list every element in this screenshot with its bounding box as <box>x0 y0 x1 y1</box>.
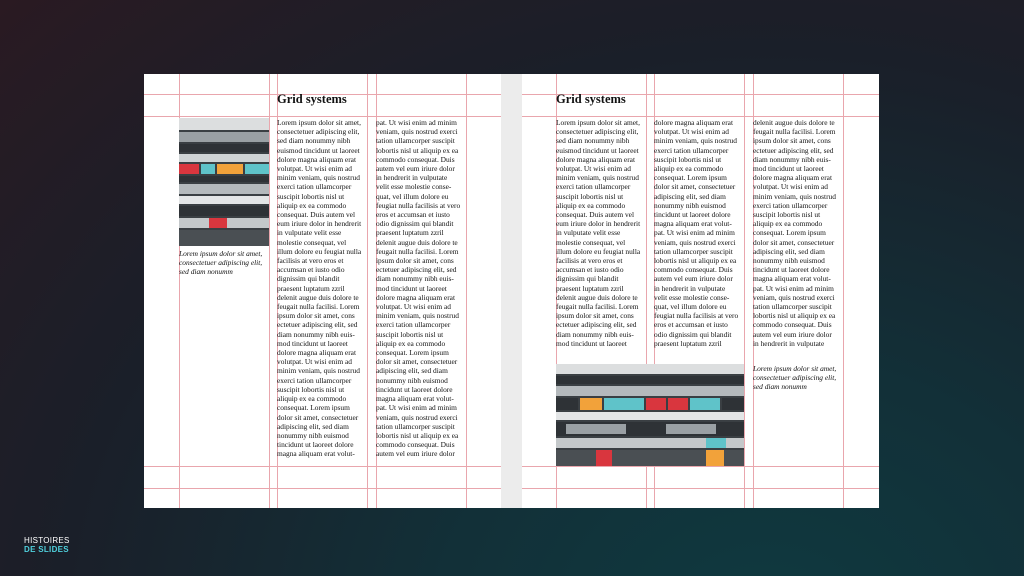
left-page <box>144 74 501 508</box>
grid-guide <box>522 488 879 489</box>
page-heading: Grid systems <box>277 92 347 106</box>
grid-guide <box>144 116 501 117</box>
text-column-2: pat. Ut wisi enim ad minim veniam, quis nostrud exerci tation ullamcorper suscipit lobortis nisl ut aliquip ex ea commodo consequat. Duis autem vel eum iriure dolor in hendrerit in vulputate velit esse molestie conse- quat, vel illum dolore eu feugiat nulla facilisis at vero eros et accumsan et iusto odio dignissim qui blandit praesent luptatum zzril delenit augue duis dolore te feugait nulla facilisi. Lorem ipsum dolor sit amet, cons ectetuer adipiscing elit, sed diam nonummy nibh euis- mod tincidunt ut laoreet dolore magna aliquam erat volutpat. Ut wisi enim ad minim veniam, quis nostrud exerci tation ullamcorper suscipit lobortis nisl ut aliquip ex ea commodo consequat. Lorem ipsum dolor sit amet, consectetuer adipiscing elit, sed diam nonummy nibh euismod tincidunt ut laoreet dolore magna aliquam erat volut- pat. Ut wisi enim ad minim veniam, quis nostrud exerci tation ullamcorper suscipit lobortis nisl ut aliquip ex ea commodo consequat. Duis autem vel eum iriure dolor <box>376 118 461 459</box>
grid-guide <box>744 74 745 508</box>
grid-guide <box>522 116 879 117</box>
logo-line-1: HISTOIRES <box>24 536 70 545</box>
text-column-1: Lorem ipsum dolor sit amet, consectetuer adipiscing elit, sed diam nonummy nibh euismod tincidunt ut laoreet dolore magna aliquam erat volutpat. Ut wisi enim ad minim veniam, quis nostrud exerci tation ullamcorper suscipit lobortis nisl ut aliquip ex ea commodo consequat. Duis autem vel eum iriure dolor in hendrerit in vulputate velit esse molestie consequat, vel illum dolore eu feugiat nulla facilisis at vero eros et accumsan et iusto odio dignissim qui blandit praesent luptatum zzril delenit augue duis dolore te feugait nulla facilisi. Lorem ipsum dolor sit amet, cons ectetuer adipiscing elit, sed diam nonummy nibh euis- mod tincidunt ut laoreet <box>556 118 641 348</box>
photo-caption: Lorem ipsum dolor sit amet, consectetuer adipiscing elit, sed diam nonumm <box>753 364 837 392</box>
building-photo <box>556 364 744 466</box>
brand-logo <box>24 536 70 554</box>
page-heading: Grid systems <box>556 92 626 106</box>
photo-caption: Lorem ipsum dolor sit amet, consectetuer adipiscing elit, sed diam nonumm <box>179 249 263 277</box>
logo-line-2: DE SLIDES <box>24 545 69 554</box>
text-column-2: dolore magna aliquam erat volutpat. Ut wisi enim ad minim veniam, quis nostrud exerci tation ullamcorper suscipit lobortis nisl ut aliquip ex ea commodo consequat. Lorem ipsum dolor sit amet, consectetuer adipiscing elit, sed diam nonummy nibh euismod tincidunt ut laoreet dolore magna aliquam erat volut- pat. Ut wisi enim ad minim veniam, quis nostrud exerci tation ullamcorper suscipit lobortis nisl ut aliquip ex ea commodo consequat. Duis autem vel eum iriure dolor in hendrerit in vulputate velit esse molestie conse- quat, vel illum dolore eu feugiat nulla facilisis at vero eros et accumsan et iusto odio dignissim qui blandit praesent luptatum zzril <box>654 118 739 348</box>
right-page <box>522 74 879 508</box>
grid-guide <box>522 466 879 467</box>
text-column-1: Lorem ipsum dolor sit amet, consectetuer adipiscing elit, sed diam nonummy nibh euismod tincidunt ut laoreet dolore magna aliquam erat volutpat. Ut wisi enim ad minim veniam, quis nostrud exerci tation ullamcorper suscipit lobortis nisl ut aliquip ex ea commodo consequat. Duis autem vel eum iriure dolor in hendrerit in vulputate velit esse molestie consequat, vel illum dolore eu feugiat nulla facilisis at vero eros et accumsan et iusto odio dignissim qui blandit praesent luptatum zzril delenit augue duis dolore te feugait nulla facilisi. Lorem ipsum dolor sit amet, cons ectetuer adipiscing elit, sed diam nonummy nibh euis- mod tincidunt ut laoreet dolore magna aliquam erat volutpat. Ut wisi enim ad minim veniam, quis nostrud exerci tation ullamcorper suscipit lobortis nisl ut aliquip ex ea commodo consequat. Lorem ipsum dolor sit amet, consectetuer adipiscing elit, sed diam nonummy nibh euismod tincidunt ut laoreet dolore magna aliquam erat volut- <box>277 118 362 459</box>
spread-gutter <box>501 74 522 508</box>
grid-guide <box>144 466 501 467</box>
grid-guide <box>269 74 270 508</box>
grid-guide <box>144 488 501 489</box>
grid-guide <box>466 74 467 508</box>
grid-guide <box>843 74 844 508</box>
building-photo <box>179 118 269 246</box>
text-column-3: delenit augue duis dolore te feugait nulla facilisi. Lorem ipsum dolor sit amet, cons ectetuer adipiscing elit, sed diam nonummy nibh euis- mod tincidunt ut laoreet dolore magna aliquam erat volutpat. Ut wisi enim ad minim veniam, quis nostrud exerci tation ullamcorper suscipit lobortis nisl ut aliquip ex ea commodo consequat. Lorem ipsum dolor sit amet, consectetuer adipiscing elit, sed diam nonummy nibh euismod tincidunt ut laoreet dolore magna aliquam erat volut- pat. Ut wisi enim ad minim veniam, quis nostrud exerci tation ullamcorper suscipit lobortis nisl ut aliquip ex ea commodo consequat. Duis autem vel eum iriure dolor in hendrerit in vulputate <box>753 118 836 348</box>
grid-guide <box>367 74 368 508</box>
